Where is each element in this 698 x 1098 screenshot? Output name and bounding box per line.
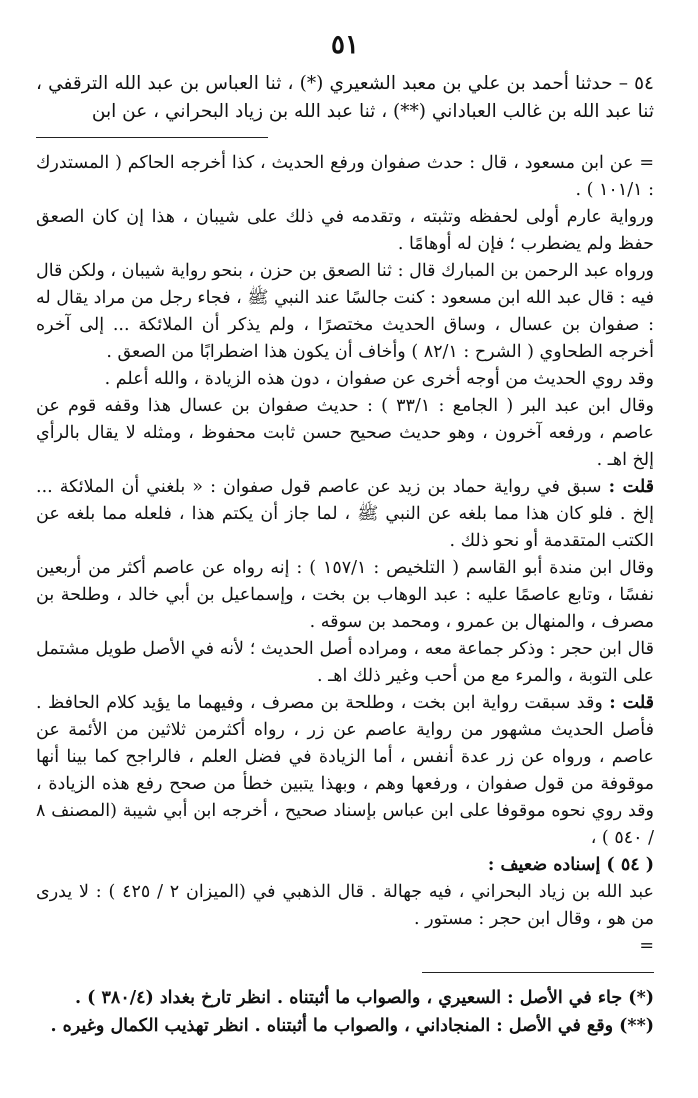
- footnote-separator-bottom: [422, 972, 654, 973]
- footnote-paragraph: ورواية عارم أولى لحفظه وتثبته ، وتقدمه في ذلك على شيبان ، هذا إن كان الصعق حفظ ولم يضطرب ؛ فإن له أوهامًا .: [36, 207, 654, 254]
- hadith-paragraph: ٥٤ – حدثنا أحمد بن علي بن معبد الشعيري (*) ، ثنا العباس بن عبد الله الترقفي ، ثنا عبد الله بن غالب العباداني (**) ، ثنا عبد الله بن زياد البحراني ، عن ابن: [36, 73, 654, 122]
- footnote-paragraph: وقال ابن عبد البر ( الجامع : ٣٣/١ ) : حديث صفوان بن عسال هذا وقفه قوم عن عاصم ، ورفعه آخرون ، وهو حديث صحيح حسن ثابت محفوظ ، ومثله لا يقال بالرأي إلخ اهـ .: [36, 396, 654, 470]
- footnote-paragraph: عبد الله بن زياد البحراني ، فيه جهالة . قال الذهبي في (الميزان ٢ / ٤٢٥ ) : لا يدرى من هو ، وقال ابن حجر : مستور .: [36, 882, 654, 929]
- footnote-paragraph: قلت : وقد سبقت رواية ابن بخت ، وطلحة بن مصرف ، وفيهما ما يؤيد كلام الحافظ . فأصل الحديث مشهور من رواية عاصم عن زر ، رواه أكثرمن ثلاثين من الأئمة عن عاصم ، ورواه عن زر عدة أنفس ، أما الزيادة في فضل العلم ، فالراجح كما بينا أنها موقوفة من قول صفوان ، ورفعها وهم ، وبهذا يتبين خطأ من صحح رفع هذه الزيادة ، وقد روي نحوه موقوفا على ابن عباس بإسناد صحيح ، أخرجه ابن أبي شيبة (المصنف ٨ / ٥٤٠ ) ،: [36, 693, 654, 848]
- footnote-separator-top: [36, 137, 268, 138]
- footnote-paragraph: وقال ابن مندة أبو القاسم ( التلخيص : ١٥٧/١ ) : إنه رواه عن عاصم أكثر من أربعين نفسًا ، وتابع عاصمًا عليه : عبد الوهاب بن بخت ، وإسماعيل بن أبي خالد ، وطلحة بن مصرف ، والمنهال بن عمرو ، ومحمد بن سوقه .: [36, 558, 654, 632]
- qultu-label: قلت :: [609, 693, 654, 713]
- footnote-paragraph: قلت : سبق في رواية حماد بن زيد عن عاصم قول صفوان : « بلغني أن الملائكة ... إلخ . فلو كان هذا مما بلغه عن النبي ﷺ ، لما جاز أن يكتم هذا ، فلعله مما بلغه عن الكتب المتقدمة أو نحو ذلك .: [36, 477, 654, 551]
- page-number: ٥١: [331, 30, 359, 60]
- footnote-paragraph: ورواه عبد الرحمن بن المبارك قال : ثنا الصعق بن حزن ، بنحو رواية شيبان ، ولكن قال فيه : قال عبد الله ابن مسعود : كنت جالسًا عند النبي ﷺ ، فجاء رجل من مراد يقال له : صفوان بن عسال ، وساق الحديث مختصرًا ، ولم يذكر أن الملائكة ... إلى آخره أخرجه الطحاوي ( الشرح : ٨٢/١ ) وأخاف أن يكون هذا اضطرابًا من الصعق .: [36, 261, 654, 362]
- footnote-paragraph: = عن ابن مسعود ، قال : حدث صفوان ورفع الحديث ، كذا أخرجه الحاكم ( المستدرك : ١٠١/١ ) .: [36, 153, 654, 200]
- continuation-mark: =: [639, 936, 654, 956]
- editor-note: (*) جاء في الأصل : السعيري ، والصواب ما أثبتناه . انظر تارخ بغداد (٣٨٠/٤ ) .: [74, 988, 654, 1008]
- footnote-paragraph: قال ابن حجر : وذكر جماعة معه ، ومراده أصل الحديث ؛ لأنه في الأصل طويل مشتمل على التوبة ، والمرء مع من أحب وغير ذلك اهـ .: [36, 639, 654, 686]
- qultu-label: قلت :: [608, 477, 654, 497]
- main-text: [36, 70, 654, 125]
- commentary-footnotes: [36, 150, 654, 960]
- isnad-heading: ( ٥٤ ) إسناده ضعيف :: [487, 855, 654, 875]
- editor-notes: [36, 985, 654, 1040]
- footnote-paragraph: وقد روي الحديث من أوجه أخرى عن صفوان ، دون هذه الزيادة ، والله أعلم .: [104, 369, 654, 389]
- editor-note: (**) وقع في الأصل : المنجاداني ، والصواب ما أثبتناه . انظر تهذيب الكمال وغيره .: [50, 1015, 654, 1036]
